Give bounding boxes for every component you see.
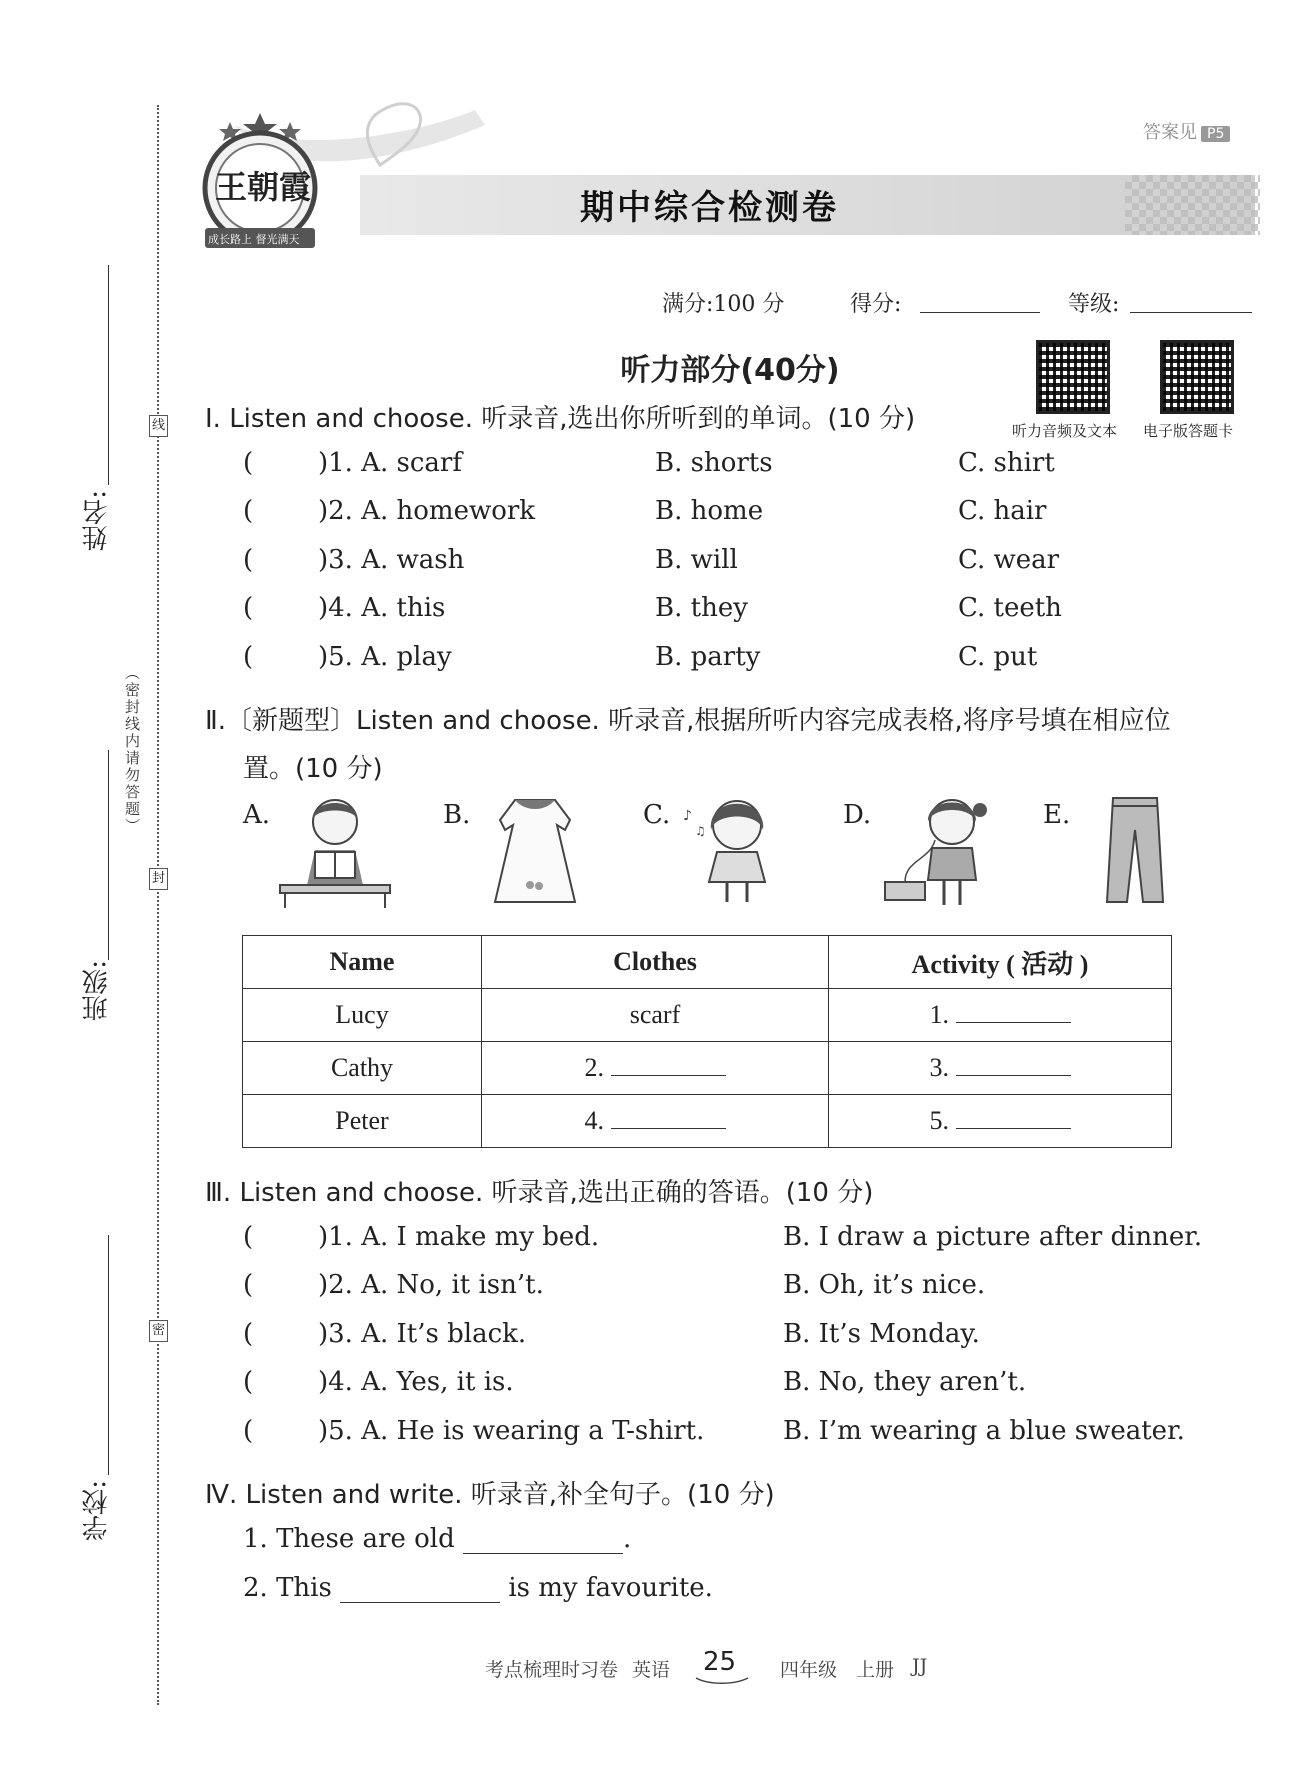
- school-field-line: [108, 1235, 109, 1475]
- binding-mark-seal: 封: [149, 868, 168, 890]
- part2-heading: Ⅱ.〔新题型〕Listen and choose. 听录音,根据所听内容完成表格,将序号填在相应位: [205, 706, 1171, 736]
- score-field[interactable]: [920, 288, 1040, 313]
- score-label: 得分:: [850, 292, 902, 317]
- page-number: 25: [703, 1647, 737, 1677]
- list-item-option-a[interactable]: )3. A. wash: [318, 545, 465, 575]
- list-item-paren[interactable]: (: [243, 545, 254, 575]
- table-cell-clothes[interactable]: [482, 1095, 829, 1148]
- picture-label-c: C.: [643, 800, 671, 830]
- page-number-decoration: [694, 1676, 750, 1686]
- answer-blank[interactable]: [956, 1053, 1071, 1076]
- table-cell-activity[interactable]: [829, 1095, 1172, 1148]
- table-header-activity: Activity ( 活动 ): [829, 936, 1172, 989]
- list-item-paren[interactable]: (: [243, 496, 254, 526]
- table-row: [243, 1095, 1172, 1148]
- list-item-paren[interactable]: (: [243, 1319, 254, 1349]
- picture-label-d: D.: [843, 800, 872, 830]
- list-item-option-b[interactable]: B. home: [655, 496, 764, 526]
- list-item-option-b[interactable]: B. party: [655, 642, 761, 672]
- list-item-paren[interactable]: (: [243, 1222, 254, 1252]
- table-header-row: [243, 936, 1172, 989]
- logo-text: 王朝霞: [215, 168, 312, 206]
- girl-phone-icon: [880, 790, 1000, 910]
- table-cell-name: Peter: [243, 1095, 482, 1148]
- binding-mark-secret: 密: [149, 1320, 168, 1342]
- footer-series: 考点梳理时习卷: [485, 1659, 619, 1681]
- sentence-2: [243, 1573, 713, 1603]
- binding-mark-line: 线: [149, 415, 168, 437]
- list-item-option-a[interactable]: )1. A. I make my bed.: [318, 1222, 600, 1252]
- girl-singing-icon: [675, 790, 795, 910]
- sentence-1-end: .: [623, 1524, 632, 1554]
- list-item-option-c[interactable]: C. put: [958, 642, 1038, 672]
- footer-volume: 上册: [856, 1659, 895, 1681]
- binding-note: （密封线内请勿答题）: [123, 665, 141, 835]
- svg-text:♪: ♪: [683, 808, 692, 824]
- boy-reading-icon: [275, 790, 395, 910]
- blank-number: 4.: [584, 1106, 604, 1135]
- list-item-paren[interactable]: (: [243, 593, 254, 623]
- table-cell-name: Lucy: [243, 989, 482, 1042]
- footer-grade: 四年级: [780, 1659, 838, 1681]
- list-item-option-b[interactable]: B. they: [655, 593, 748, 623]
- list-item-option-a[interactable]: )3. A. It’s black.: [318, 1319, 527, 1349]
- list-item-option-c[interactable]: C. shirt: [958, 448, 1055, 478]
- answer-blank[interactable]: [956, 1000, 1071, 1023]
- list-item-option-b[interactable]: B. I draw a picture after dinner.: [783, 1222, 1203, 1252]
- sentence-2-start: 2. This: [243, 1573, 332, 1603]
- table-header-name: Name: [243, 936, 482, 989]
- table-cell-activity[interactable]: [829, 989, 1172, 1042]
- list-item-option-b[interactable]: B. shorts: [655, 448, 773, 478]
- class-field-line: [108, 750, 109, 960]
- qr-answer-card-icon[interactable]: [1160, 340, 1234, 414]
- table-cell-clothes[interactable]: [482, 1042, 829, 1095]
- blank-number: 2.: [584, 1053, 604, 1082]
- list-item-option-a[interactable]: )2. A. No, it isn’t.: [318, 1270, 544, 1300]
- list-item-paren[interactable]: (: [243, 1270, 254, 1300]
- answer-reference: [1143, 118, 1230, 144]
- list-item-option-c[interactable]: C. hair: [958, 496, 1047, 526]
- list-item-option-b[interactable]: B. will: [655, 545, 738, 575]
- table-cell-clothes: scarf: [482, 989, 829, 1042]
- picture-label-b: B.: [443, 800, 471, 830]
- list-item-paren[interactable]: (: [243, 1367, 254, 1397]
- sentence-2-blank[interactable]: [340, 1576, 500, 1603]
- answer-blank[interactable]: [611, 1053, 726, 1076]
- answer-reference-text: 答案见: [1143, 122, 1197, 143]
- part4-heading: Ⅳ. Listen and write. 听录音,补全句子。(10 分): [205, 1480, 775, 1510]
- answer-blank[interactable]: [611, 1106, 726, 1129]
- list-item-option-a[interactable]: )5. A. He is wearing a T-shirt.: [318, 1416, 705, 1446]
- sentence-1-start: 1. These are old: [243, 1524, 455, 1554]
- list-item-option-a[interactable]: )4. A. Yes, it is.: [318, 1367, 514, 1397]
- part1-heading: Ⅰ. Listen and choose. 听录音,选出你所听到的单词。(10 分): [205, 404, 916, 434]
- footer-subject: 英语: [632, 1659, 671, 1681]
- trousers-icon: [1075, 790, 1195, 910]
- list-item-paren[interactable]: (: [243, 642, 254, 672]
- picture-label-e: E.: [1043, 800, 1071, 830]
- checker-decoration: [1125, 175, 1260, 235]
- part3-heading: Ⅲ. Listen and choose. 听录音,选出正确的答语。(10 分): [205, 1178, 874, 1208]
- list-item-option-b[interactable]: B. No, they aren’t.: [783, 1367, 1027, 1397]
- list-item-option-c[interactable]: C. teeth: [958, 593, 1062, 623]
- picture-label-a: A.: [243, 800, 271, 830]
- part2-heading-cont: 置。(10 分): [243, 754, 383, 784]
- section-title: 听力部分(40分): [620, 353, 840, 388]
- sentence-1: [243, 1524, 631, 1554]
- logo-slogan: 成长路上 督光满天: [208, 233, 300, 246]
- list-item-option-a[interactable]: )2. A. homework: [318, 496, 536, 526]
- list-item-option-b[interactable]: B. I’m wearing a blue sweater.: [783, 1416, 1185, 1446]
- sentence-2-end: is my favourite.: [508, 1573, 713, 1603]
- list-item-option-a[interactable]: )5. A. play: [318, 642, 452, 672]
- blank-number: 3.: [929, 1053, 949, 1082]
- list-item-paren[interactable]: (: [243, 1416, 254, 1446]
- table-cell-name: Cathy: [243, 1042, 482, 1095]
- full-marks: 满分:100 分: [662, 292, 785, 317]
- blank-number: 5.: [929, 1106, 949, 1135]
- name-label: 姓名:: [82, 490, 112, 551]
- list-item-paren[interactable]: (: [243, 448, 254, 478]
- activity-table: [242, 935, 1172, 1148]
- list-item-option-a[interactable]: )1. A. scarf: [318, 448, 462, 478]
- list-item-option-a[interactable]: )4. A. this: [318, 593, 446, 623]
- class-label: 班级:: [82, 960, 112, 1021]
- grade-label: 等级:: [1068, 292, 1120, 317]
- list-item-option-c[interactable]: C. wear: [958, 545, 1060, 575]
- school-label: 学校:: [82, 1480, 112, 1541]
- qr-audio-caption: 听力音频及文本: [1012, 422, 1118, 440]
- qr-answer-caption: 电子版答题卡: [1143, 422, 1234, 440]
- answer-page-badge: P5: [1201, 126, 1230, 142]
- blank-number: 1.: [929, 1000, 949, 1029]
- grade-field[interactable]: [1130, 288, 1252, 313]
- list-item-option-b[interactable]: B. It’s Monday.: [783, 1319, 980, 1349]
- svg-text:♫: ♫: [695, 824, 706, 838]
- sentence-1-blank[interactable]: [463, 1527, 623, 1554]
- answer-blank[interactable]: [956, 1106, 1071, 1129]
- table-row: [243, 1042, 1172, 1095]
- table-header-clothes: Clothes: [482, 936, 829, 989]
- table-cell-activity[interactable]: [829, 1042, 1172, 1095]
- page-title: 期中综合检测卷: [580, 188, 839, 228]
- table-row: [243, 989, 1172, 1042]
- dress-icon: [475, 790, 595, 910]
- footer-edition: JJ: [912, 1655, 928, 1677]
- list-item-option-b[interactable]: B. Oh, it’s nice.: [783, 1270, 986, 1300]
- qr-audio-icon[interactable]: [1036, 340, 1110, 414]
